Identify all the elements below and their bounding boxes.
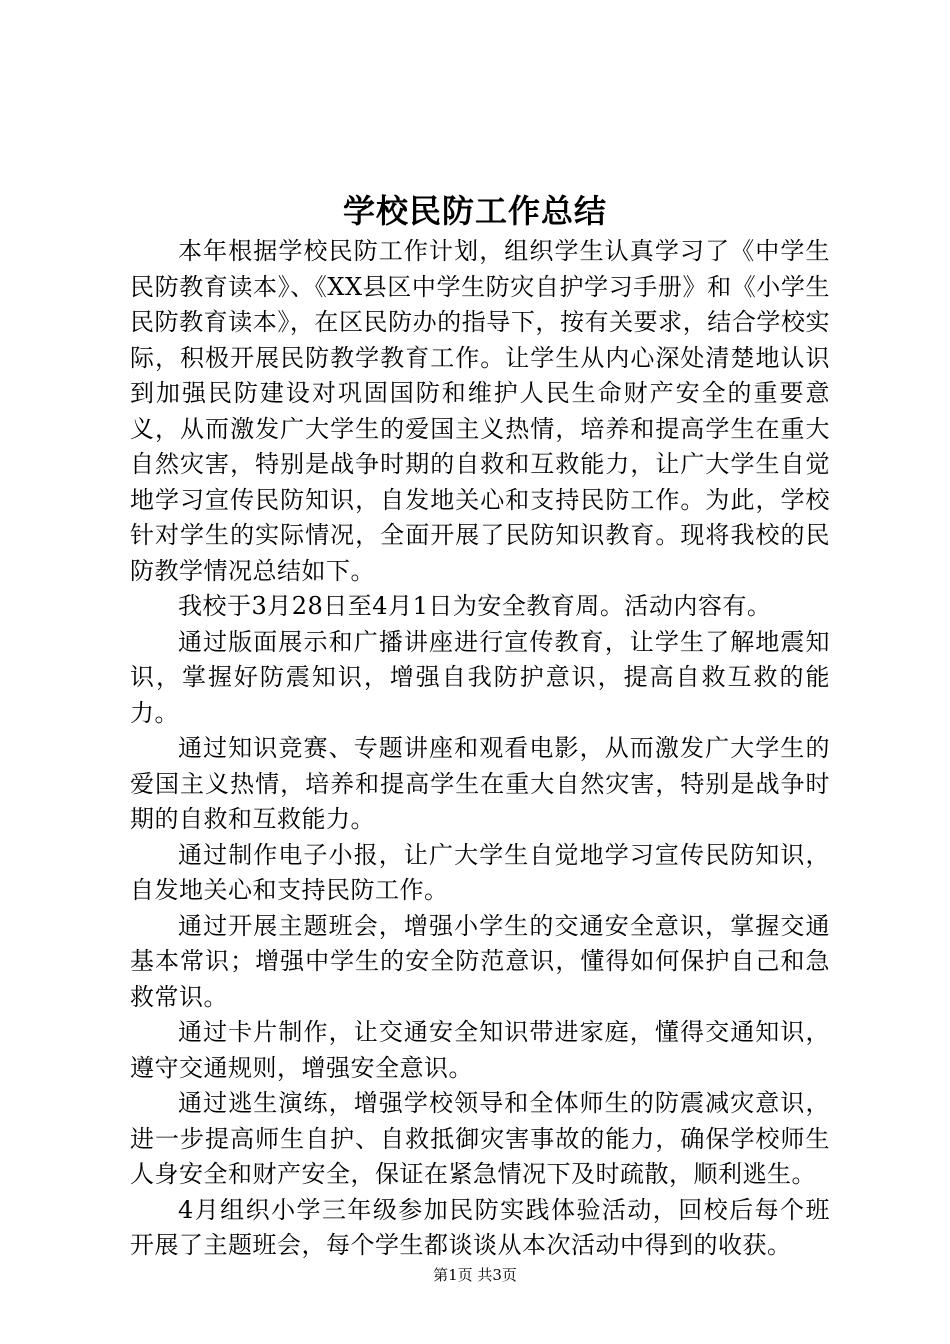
paragraph-practice-activity: 4月组织小学三年级参加民防实践体验活动，回校后每个班开展了主题班会，每个学生都谈谈从本次活动中得到的收获。 [130, 1195, 830, 1259]
paragraph-earthquake-education: 通过版面展示和广播讲座进行宣传教育，让学生了解地震知识，掌握好防震知识，增强自我防护意识，提高自救互救的能力。 [130, 627, 830, 727]
paragraph-class-meeting: 通过开展主题班会，增强小学生的交通安全意识，掌握交通基本常识；增强中学生的安全防范意识，懂得如何保护自己和急救常识。 [130, 911, 830, 1011]
document-body [130, 234, 830, 1264]
document-title: 学校民防工作总结 [342, 192, 607, 230]
paragraph-electronic-newspaper: 通过制作电子小报，让广大学生自觉地学习宣传民防知识，自发地关心和支持民防工作。 [130, 840, 830, 904]
paragraph-intro: 本年根据学校民防工作计划，组织学生认真学习了《中学生民防教育读本》、《XX县区中学生防灾自护学习手册》和《小学生民防教育读本》，在区民防办的指导下，按有关要求，结合学校实际，积极开展民防教学教育工作。让学生从内心深处清楚地认识到加强民防建设对巩固国防和维护人民生命财产安全的重要意义，从而激发广大学生的爱国主义热情，培养和提高学生在重大自然灾害，特别是战争时期的自救和互救能力，让广大学生自觉地学习宣传民防知识，自发地关心和支持民防工作。为此，学校针对学生的实际情况，全面开展了民防知识教育。现将我校的民防教学情况总结如下。 [130, 237, 830, 585]
paragraph-card-making: 通过卡片制作，让交通安全知识带进家庭，懂得交通知识，遵守交通规则，增强安全意识。 [130, 1018, 830, 1082]
paragraph-knowledge-contest: 通过知识竞赛、专题讲座和观看电影，从而激发广大学生的爱国主义热情，培养和提高学生在重大自然灾害，特别是战争时期的自救和互救能力。 [130, 734, 830, 833]
paragraph-safety-week: 我校于3月28日至4月1日为安全教育周。活动内容有。 [178, 592, 772, 620]
page-indicator: 第1页 共3页 [433, 1266, 517, 1284]
paragraph-evacuation-drill: 通过逃生演练，增强学校领导和全体师生的防震减灾意识，进一步提高师生自护、自救抵御灾害事故的能力，确保学校师生人身安全和财产安全，保证在紧急情况下及时疏散，顺利逃生。 [130, 1089, 830, 1188]
